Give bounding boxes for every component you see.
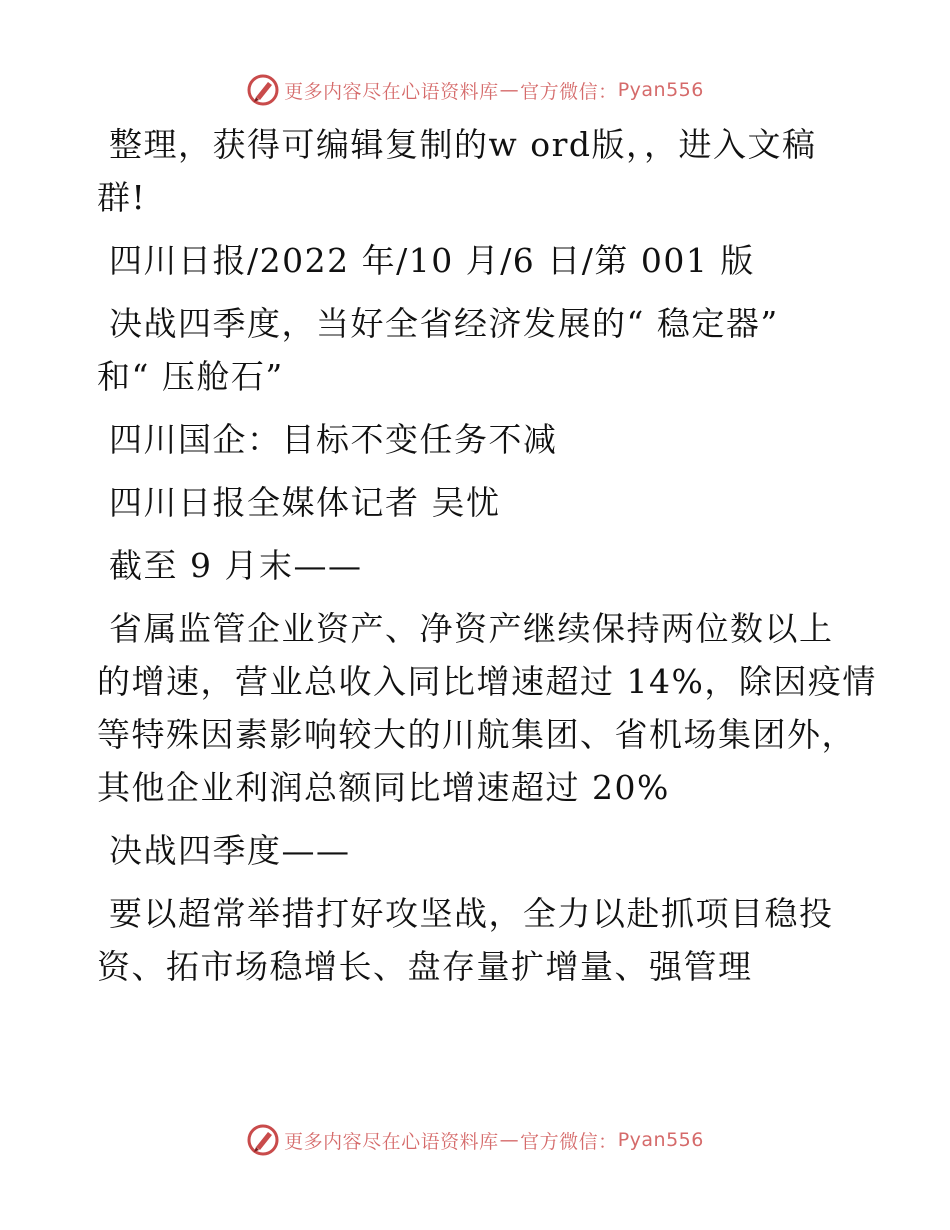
line: 整理，获得可编辑复制的w ord版，，进入文稿 xyxy=(109,125,817,164)
paragraph-body-1-line-3 xyxy=(97,708,857,761)
line: 和“ 压舱石” xyxy=(97,357,284,396)
line: 截至 9 月末—— xyxy=(109,546,363,585)
pen-logo-icon xyxy=(246,1123,280,1157)
paragraph-intro-cont xyxy=(97,171,857,224)
watermark-handle: Pyan556 xyxy=(617,79,704,101)
line: 四川日报/2022 年/10 月/6 日/第 001 版 xyxy=(109,241,755,280)
watermark-handle: Pyan556 xyxy=(617,1129,704,1151)
line: 要以超常举措打好攻坚战，全力以赴抓项目稳投 xyxy=(109,894,834,933)
paragraph-body-2-line-2 xyxy=(97,940,857,993)
paragraph-intro xyxy=(97,118,857,171)
line: 决战四季度，当好全省经济发展的“ 稳定器” xyxy=(109,304,779,343)
paragraph-headline-cont xyxy=(97,350,857,403)
watermark-footer xyxy=(0,1120,950,1160)
pen-logo-icon xyxy=(246,73,280,107)
document-body xyxy=(97,118,877,993)
watermark-label: 官方微信： xyxy=(520,80,618,103)
line: 等特殊因素影响较大的川航集团、省机场集团外， xyxy=(97,715,856,754)
paragraph-body-1-line-4 xyxy=(97,761,857,814)
line: 资、拓市场稳增长、盘存量扩增量、强管理 xyxy=(97,947,753,986)
watermark-dash: — xyxy=(499,79,520,101)
watermark-header xyxy=(0,70,950,110)
watermark-site: 更多内容尽在心语资料库 xyxy=(284,1130,499,1153)
line: 决战四季度—— xyxy=(109,831,351,870)
paragraph-section-1 xyxy=(97,539,857,592)
line: 四川国企：目标不变任务不减 xyxy=(109,420,558,459)
paragraph-headline xyxy=(97,297,857,350)
paragraph-body-1-line-2 xyxy=(97,655,877,708)
paragraph-body-1 xyxy=(97,602,857,655)
paragraph-body-2 xyxy=(97,887,857,940)
line: 四川日报全媒体记者 吴忧 xyxy=(109,483,501,522)
watermark-site: 更多内容尽在心语资料库 xyxy=(284,80,499,103)
paragraph-dateline xyxy=(97,234,857,287)
line: 的增速，营业总收入同比增速超过 14%，除因疫情 xyxy=(97,662,877,701)
paragraph-byline xyxy=(97,476,857,529)
line: 省属监管企业资产、净资产继续保持两位数以上 xyxy=(109,609,834,648)
watermark-dash: — xyxy=(499,1129,520,1151)
line: 其他企业利润总额同比增速超过 20% xyxy=(97,768,670,807)
paragraph-subhead xyxy=(97,413,857,466)
paragraph-section-2 xyxy=(97,824,857,877)
watermark-label: 官方微信： xyxy=(520,1130,618,1153)
line: 群! xyxy=(97,178,147,217)
